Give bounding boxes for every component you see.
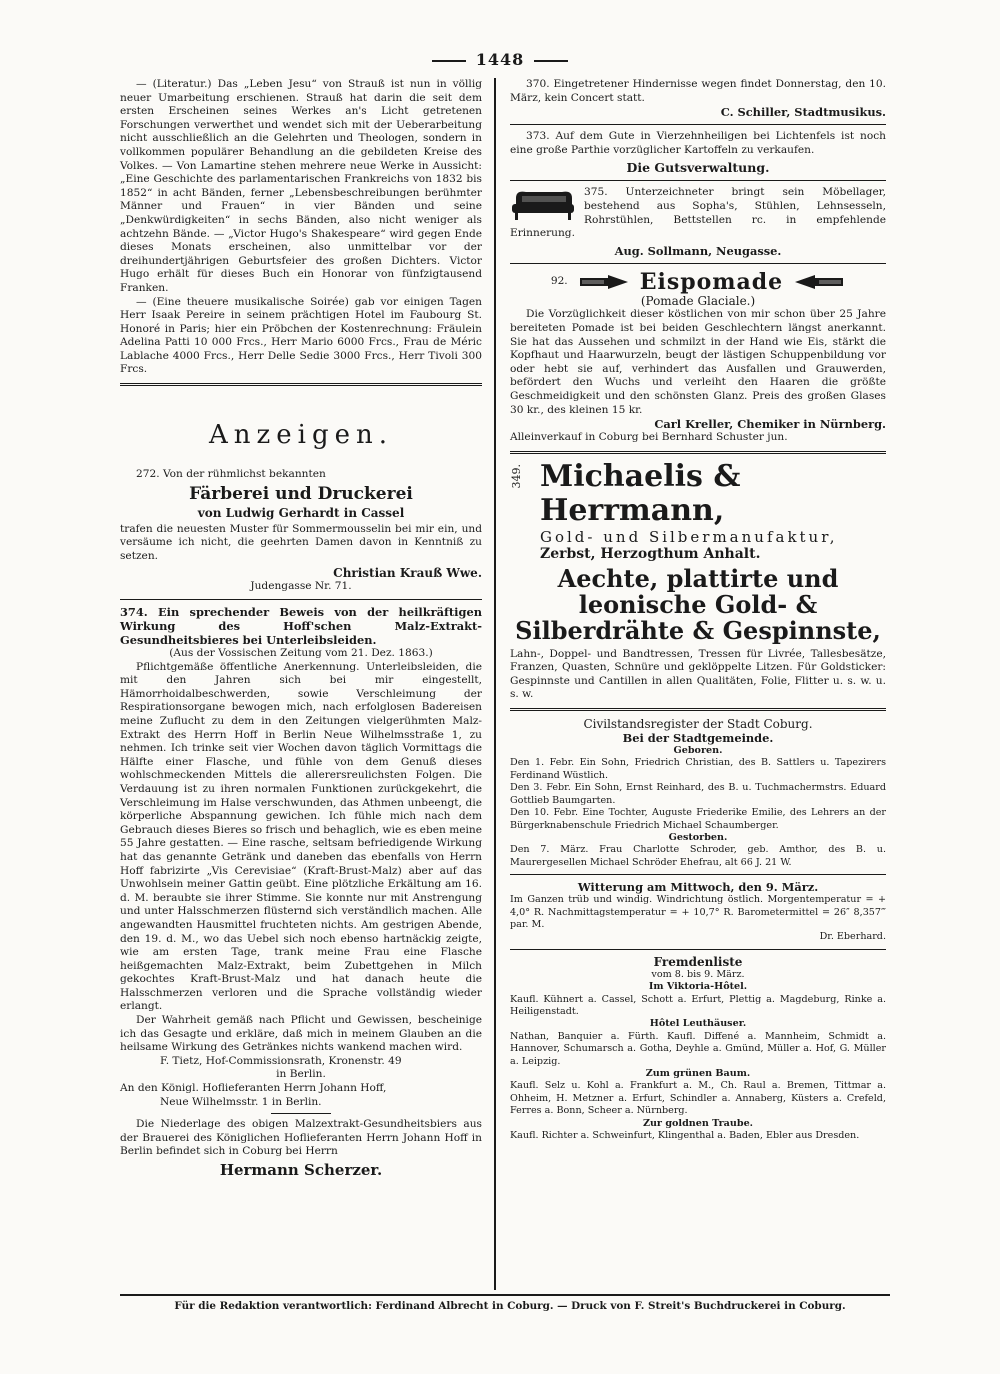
birth-entry: Den 3. Febr. Ein Sohn, Ernst Reinhard, des B. u. Tuchmachermstrs. Eduard Gottlieb Baumgarten. <box>510 782 886 806</box>
ad-375 <box>510 186 886 257</box>
ad-374-title: 374. Ein sprechender Beweis von der heilkräftigen Wirkung des Hoff'schen Malz-Extrakt-Gesundheitsbieres bei Unterleibsleiden. <box>120 605 482 648</box>
ad-272-signature: Christian Krauß Wwe. <box>333 566 482 581</box>
ad-375-signature: Aug. Sollmann, Neugasse. <box>614 243 782 258</box>
ad-272-subtitle: von Ludwig Gerhardt in Cassel <box>197 505 405 520</box>
left-column <box>120 78 482 1274</box>
ad-374-depot: Die Niederlage des obigen Malzextrakt-Gesundheitsbiers aus der Brauerei des Königlichen Hoflieferanten Herrn Johann Hoff in Berlin befindet sich in Coburg bei Herrn <box>120 1118 482 1158</box>
section-divider <box>510 949 886 950</box>
ad-374-source: (Aus der Vossischen Zeitung vom 21. Dez. 1863.) <box>169 647 433 660</box>
ad-374-depot-name: Hermann Scherzer. <box>219 1161 383 1179</box>
weather-body: Im Ganzen trüb und windig. Windrichtung östlich. Morgentemperatur = + 4,0° R. Nachmittagstemperatur = + 10,7° R. Barometermittel = 26″ 8,357‴ par. M. <box>510 894 886 930</box>
pointing-hand-right-icon <box>578 274 630 290</box>
ad-272-intro: 272. Von der rühmlichst bekannten <box>136 468 326 481</box>
ad-349-subtitle: Gold- und Silbermanufaktur, <box>540 527 838 546</box>
ad-349-products: Aechte, plattirte und leonische Gold- & Silberdrähte & Gespinnste, <box>515 563 881 645</box>
ad-374-signature: F. Tietz, Hof-Commissionsrath, Kronenstr. 49 <box>160 1054 402 1067</box>
hotel-heading: Zum grünen Baum. <box>645 1068 751 1079</box>
ad-92-number: 92. <box>550 274 568 287</box>
weather-signature: Dr. Eberhard. <box>819 931 886 943</box>
ad-divider <box>510 708 886 711</box>
ad-349-body: Lahn-, Doppel- und Bandtressen, Tressen für Livrée, Tallesbesätze, Franzen, Quasten, Schnüre und geklöppelte Litzen. Für Goldsticker: Gespinnste und Cantillen in allen Qualitäten, Folie, Flitter u. s. w. u. s. w. <box>510 647 886 701</box>
births-heading: Geboren. <box>673 745 723 757</box>
ad-375-text: 375. Unterzeichneter bringt sein Möbellager, bestehend aus Sopha's, Stühlen, Lehnsesseln, Rohrstühlen, Bettstellen rc. in empfehlende Erinnerung. <box>510 186 886 240</box>
sofa-icon <box>510 188 576 222</box>
ads-heading: Anzeigen. <box>209 420 393 451</box>
ad-92-signature: Carl Kreller, Chemiker in Nürnberg. <box>654 417 886 432</box>
deaths-heading: Gestorben. <box>668 831 728 843</box>
ad-272-body: trafen die neuesten Muster für Sommermousselin bei mir ein, und versäume ich nicht, die geehrten Damen davon in Kenntniß zu setzen. <box>120 522 482 562</box>
ad-divider <box>510 124 886 125</box>
ad-92-title: Eispomade <box>639 268 784 295</box>
hotel-heading: Hôtel Leuthäuser. <box>649 1018 747 1030</box>
ad-370-signature: C. Schiller, Stadtmusikus. <box>720 105 886 120</box>
civil-register-title: Civilstandsregister der Stadt Coburg. <box>583 717 813 732</box>
hotel-heading: Im Viktoria-Hôtel. <box>648 981 748 993</box>
hotel-guests: Kaufl. Kühnert a. Cassel, Schott a. Erfurt, Plettig a. Magdeburg, Rinke a. Heiligenstadt. <box>510 993 886 1017</box>
death-entry: Den 7. März. Frau Charlotte Schroder, geb. Amthor, des B. u. Maurergesellen Michael Schröder Ehefrau, alt 66 J. 21 W. <box>510 844 886 868</box>
hotel-guests: Kaufl. Selz u. Kohl a. Frankfurt a. M., Ch. Raul a. Bremen, Tittmar a. Ohheim, H. Metzner a. Erfurt, Schindler a. Annaberg, Küsters a. Crefeld, Ferres a. Bonn, Scheer a. Nürnberg. <box>510 1080 886 1117</box>
ad-divider <box>120 599 482 600</box>
ad-349 <box>510 460 886 562</box>
column-divider <box>494 78 496 1290</box>
hotel-heading: Zur goldnen Traube. <box>642 1117 754 1129</box>
page-number: 1448 <box>0 50 1000 69</box>
footer-rule <box>120 1294 890 1296</box>
ad-373-text: 373. Auf dem Gute in Vierzehnheiligen bei Lichtenfels ist noch eine große Parthie vorzüglicher Kartoffeln zu verkaufen. <box>510 130 886 156</box>
ad-374-signature-city: in Berlin. <box>276 1068 326 1081</box>
ad-374-recipient: An den Königl. Hoflieferanten Herrn Johann Hoff, <box>120 1082 387 1095</box>
section-divider <box>510 874 886 875</box>
civil-register-subtitle: Bei der Stadtgemeinde. <box>622 731 774 746</box>
ad-272-title: Färberei und Druckerei <box>189 483 413 504</box>
guest-list-title: Fremdenliste <box>653 954 743 969</box>
birth-entry: Den 1. Febr. Ein Sohn, Friedrich Christian, des B. Sattlers u. Tapezirers Ferdinand Wüstlich. <box>510 757 886 781</box>
hotel-guests: Kaufl. Richter a. Schweinfurt, Klingenthal a. Baden, Ebler aus Dresden. <box>510 1130 860 1142</box>
soiree-notice: — (Eine theuere musikalische Soirée) gab vor einigen Tagen Herr Isaak Pereire in seinem prächtigen Hotel im Faubourg St. Honoré in Paris; hier ein Pröbchen der Kostenrechnung: Fräulein Adelina Patti 10 000 Frcs., Herr Mario 6000 Frcs., Frau de Méric Lablache 4000 Frcs., Herr Delle Sedie 3000 Frcs., Herr Tivoli 300 Frcs. <box>120 295 482 376</box>
right-column <box>510 78 886 1274</box>
guest-list-dates: vom 8. bis 9. März. <box>651 968 745 980</box>
ad-92-sales: Alleinverkauf in Coburg bei Bernhard Schuster jun. <box>510 431 788 444</box>
ad-374-testimony: Der Wahrheit gemäß nach Pflicht und Gewissen, bescheinige ich das Gesagte und erkläre, daß mich in meinem Glauben an die heilsame Wirkung des Getränkes nichts wankend machen wird. <box>120 1014 482 1054</box>
literature-notice: — (Literatur.) Das „Leben Jesu“ von Strauß ist nun in völlig neuer Umarbeitung erschienen. Strauß hat darin die seit dem ersten Erscheinen seines Werkes an's Licht getretenen Forschungen verwerthet und wendet sich mit der Ueberarbeitung nicht ausschließlich an die Gelehrten und Theologen, sondern in vollkommen populärer Behandlung an die gebildeten Kreise des Volkes. — Von Lamartine stehen mehrere neue Werke in Aussicht: „Eine Geschichte des parlamentarischen Frankreichs von 1832 bis 1852“ in acht Bänden, ferner „Lebensbeschreibungen berühmter Männer und Frauen“ in vier Bänden und seine „Denkwürdigkeiten“ in sechs Bänden, also nicht weniger als achtzehn Bände. — „Victor Hugo's Shakespeare“ wird gegen Ende dieses Monats erscheinen, also unmittelbar vor der dreihundertjährigen Geburtsfeier des großen Dichters. Victor Hugo erhält für dieses Buch ein Honorar von fünfzigtausend Franken. <box>120 78 482 294</box>
ad-92-body: Die Vorzüglichkeit dieser köstlichen von mir schon über 25 Jahre bereiteten Pomade ist bei beiden Geschlechtern längst anerkannt. Sie hat das Aussehen und schmilzt in der Hand wie Eis, stärkt die Kopfhaut und Haarwurzeln, beugt der lästigen Schuppenbildung vor oder hebt sie auf, verhindert das Ausfallen und Grauwerden, befördert den Wuchs und verleiht den Haaren die größte Geschmeidigkeit und den schönsten Glanz. Preis des großen Glases 30 kr., des kleinen 15 kr. <box>510 308 886 416</box>
imprint-footer: Für die Redaktion verantwortlich: Ferdinand Albrecht in Coburg. — Druck von F. Streit's Buchdruckerei in Coburg. <box>174 1300 846 1312</box>
pointing-hand-left-icon <box>793 274 845 290</box>
ad-349-title: Michaelis & Herrmann, <box>540 458 741 528</box>
weather-title: Witterung am Mittwoch, den 9. März. <box>577 880 819 895</box>
ad-349-location: Zerbst, Herzogthum Anhalt. <box>540 545 761 562</box>
hotel-guests: Nathan, Banquier a. Fürth. Kaufl. Diffené a. Mannheim, Schmidt a. Hannover, Schumarsch a. Gotha, Deyhle a. Gmünd, Müller a. Hof, G. Müller a. Leipzig. <box>510 1030 886 1067</box>
ad-349-number: 349. <box>510 463 523 489</box>
section-divider <box>120 383 482 386</box>
ad-373-signature: Die Gutsverwaltung. <box>626 160 770 176</box>
ad-divider <box>510 180 886 181</box>
ad-92-header <box>510 269 886 295</box>
ad-370-text: 370. Eingetretener Hindernisse wegen findet Donnerstag, den 10. März, kein Concert statt. <box>510 78 886 104</box>
ad-92-subtitle: (Pomade Glaciale.) <box>640 293 756 308</box>
ad-divider <box>510 451 886 454</box>
ad-374-rule <box>271 1113 331 1114</box>
ad-divider <box>510 263 886 264</box>
birth-entry: Den 10. Febr. Eine Tochter, Auguste Friederike Emilie, des Lehrers an der Bürgerknabenschule Friedrich Michael Schaumberger. <box>510 807 886 831</box>
ad-374-body: Pflichtgemäße öffentliche Anerkennung. Unterleibsleiden, die mit den Jahren sich bei mir eingestellt, Hämorrhoidalbeschwerden, sowie Verschleimung der Respirationsorgane bewogen mich, nach erfolglosen Badereisen meine Zuflucht zu dem in den Zeitungen vielgerühmten Malz-Extrakt des Herrn Hoff in Berlin Neue Wilhelmsstraße 1, zu nehmen. Ich trinke seit vier Wochen davon täglich Vormittags die Hälfte einer Flasche, und fühle von dem Genuß dieses wohlschmeckenden Mittels die allerersreulichsten Folgen. Die Verdauung ist zu ihren normalen Funktionen zurückgekehrt, die Verschleimung im Halse verschwunden, das Athmen unbeengt, die körperliche Abspannung gewichen. Ich fühle mich nach dem Gebrauch dieses Bieres so frisch und behaglich, wie es eben meine 55 Jahre gestatten. — Eine rasche, seltsam befriedigende Wirkung hat das genannte Getränk und daneben das ebenfalls von Herrn Hoff fabrizirte „Vis Cerevisiae“ (Kraft-Brust-Malz) aber auf das Unwohlsein meiner Gattin geübt. Eine plötzliche Erkältung am 16. d. M. beraubte sie ihrer Stimme. Sie konnte nur mit Anstrengung und unter Halsschmerzen flüsternd sich verständlich machen. Alle angewandten Hausmittel fruchteten nichts. Am gestrigen Abende, den 19. d. M., wo das Uebel sich noch ebenso hartnäckig zeigte, wie am ersten Tage, trank meine Frau eine Flasche heißgemachten Malz-Extrakt, beim Zubettgehen in Milch gekochtes Kraft-Brust-Malz und hat danach heute die Halsschmerzen verloren und die Sprache vollständig wieder erlangt. <box>120 660 482 1013</box>
ad-374-recipient-address: Neue Wilhelmsstr. 1 in Berlin. <box>160 1095 322 1108</box>
ad-272-address: Judengasse Nr. 71. <box>250 580 352 593</box>
